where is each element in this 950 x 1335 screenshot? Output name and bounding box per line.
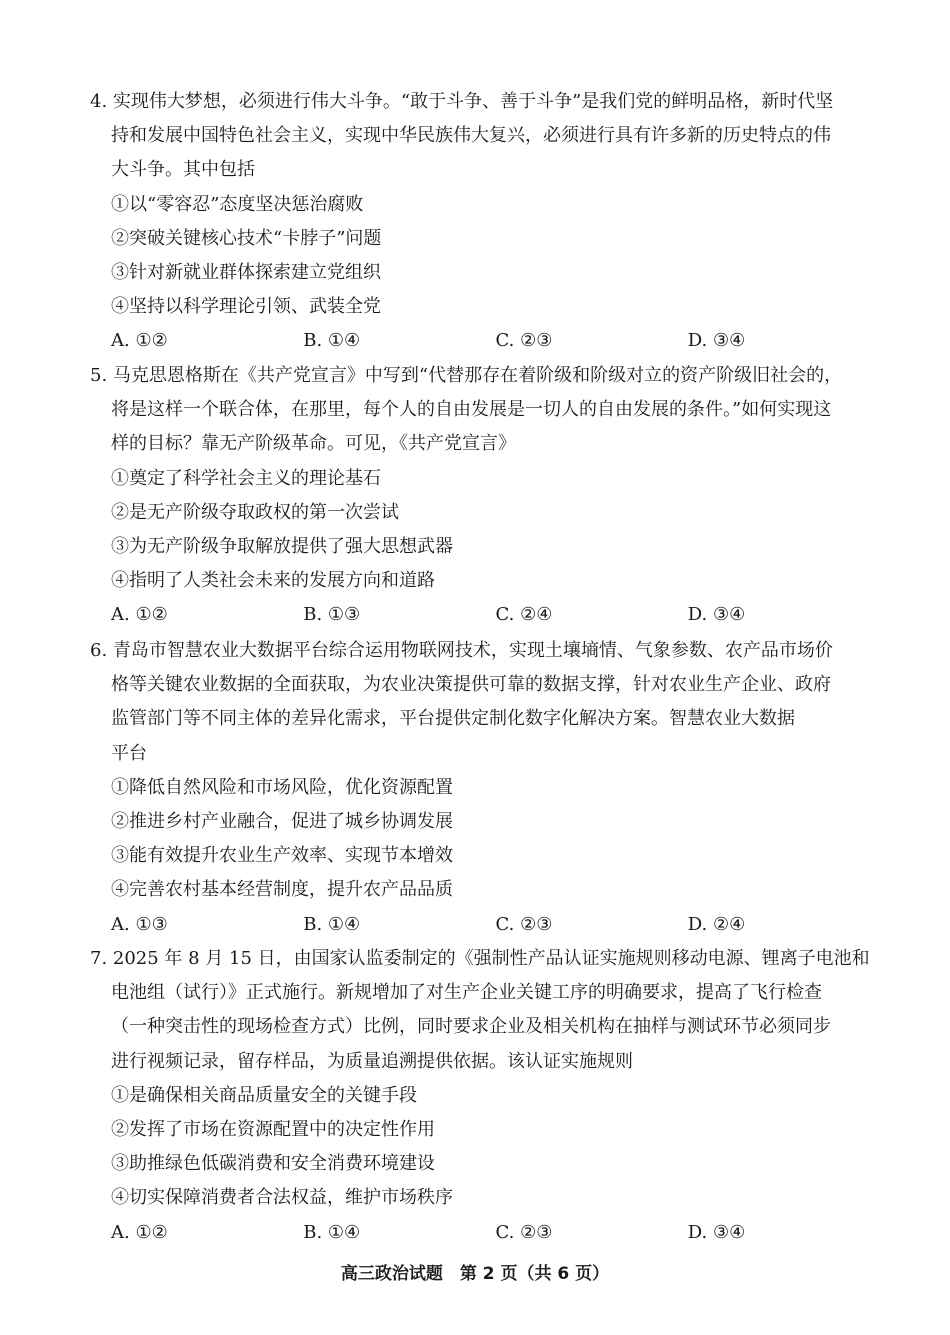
choice-c: C. ②③ bbox=[495, 330, 553, 352]
stem-line: 持和发展中国特色社会主义，实现中华民族伟大复兴，必须进行具有许多新的历史特点的伟 bbox=[111, 125, 831, 147]
question-4 bbox=[90, 85, 880, 359]
stem-line: 进行视频记录，留存样品，为质量追溯提供依据。该认证实施规则 bbox=[111, 1050, 633, 1072]
option-1: ①以“零容忍”态度坚决惩治腐败 bbox=[111, 193, 364, 215]
option-2: ②推进乡村产业融合，促进了城乡协调发展 bbox=[111, 810, 453, 832]
choice-b: B. ①④ bbox=[303, 330, 361, 352]
question-stem bbox=[90, 359, 880, 462]
choice-d: D. ③④ bbox=[687, 604, 746, 626]
question-stem bbox=[90, 942, 880, 1079]
option-1: ①奠定了科学社会主义的理论基石 bbox=[111, 467, 381, 489]
page-footer: 高三政治试题 第 2 页（共 6 页） bbox=[340, 1264, 610, 1284]
choice-b: B. ①④ bbox=[303, 1221, 361, 1243]
stem-line: 4. 实现伟大梦想，必须进行伟大斗争。“敢于斗争、善于斗争”是我们党的鲜明品格，新时代坚 bbox=[90, 91, 834, 112]
option-4: ④切实保障消费者合法权益，维护市场秩序 bbox=[111, 1187, 453, 1209]
stem-line: 大斗争。其中包括 bbox=[111, 159, 255, 181]
answer-choices bbox=[90, 908, 880, 942]
choice-d: D. ②④ bbox=[687, 913, 746, 935]
choice-c: C. ②③ bbox=[495, 1221, 553, 1243]
question-stem bbox=[90, 85, 880, 188]
option-3: ③能有效提升农业生产效率、实现节本增效 bbox=[111, 845, 453, 867]
choice-a: A. ①② bbox=[111, 1221, 168, 1243]
choice-c: C. ②④ bbox=[495, 604, 553, 626]
option-1: ①降低自然风险和市场风险，优化资源配置 bbox=[111, 776, 453, 798]
question-5 bbox=[90, 359, 880, 633]
choice-a: A. ①② bbox=[111, 330, 168, 352]
stem-line: 将是这样一个联合体，在那里，每个人的自由发展是一切人的自由发展的条件。”如何实现这 bbox=[111, 399, 832, 421]
answer-choices bbox=[90, 1216, 880, 1250]
option-2: ②是无产阶级夺取政权的第一次尝试 bbox=[111, 501, 399, 523]
stem-line: 格等关键农业数据的全面获取，为农业决策提供可靠的数据支撑，针对农业生产企业、政府 bbox=[111, 674, 831, 696]
choice-a: A. ①③ bbox=[111, 913, 168, 935]
option-2: ②发挥了市场在资源配置中的决定性作用 bbox=[111, 1118, 435, 1140]
answer-choices bbox=[90, 324, 880, 358]
option-4: ④指明了人类社会未来的发展方向和道路 bbox=[111, 570, 435, 592]
stem-line: 电池组（试行）》正式施行。新规增加了对生产企业关键工序的明确要求，提高了飞行检查 bbox=[111, 982, 822, 1004]
stem-line: 5. 马克思恩格斯在《共产党宣言》中写到“代替那存在着阶级和阶级对立的资产阶级旧社会的， bbox=[90, 365, 843, 386]
option-2: ②突破关键核心技术“卡脖子”问题 bbox=[111, 227, 382, 249]
answer-choices bbox=[90, 598, 880, 632]
choice-c: C. ②③ bbox=[495, 913, 553, 935]
stem-line: 监管部门等不同主体的差异化需求，平台提供定制化数字化解决方案。智慧农业大数据 bbox=[111, 708, 795, 730]
option-3: ③针对新就业群体探索建立党组织 bbox=[111, 261, 381, 283]
option-4: ④坚持以科学理论引领、武装全党 bbox=[111, 296, 381, 318]
choice-b: B. ①④ bbox=[303, 913, 361, 935]
choice-a: A. ①② bbox=[111, 604, 168, 626]
choice-d: D. ③④ bbox=[687, 1221, 746, 1243]
stem-line: 样的目标？靠无产阶级革命。可见，《共产党宣言》 bbox=[111, 433, 516, 455]
stem-line: 平台 bbox=[111, 742, 147, 764]
stem-line: （一种突击性的现场检查方式）比例，同时要求企业及相关机构在抽样与测试环节必须同步 bbox=[111, 1016, 831, 1038]
option-4: ④完善农村基本经营制度，提升农产品品质 bbox=[111, 879, 453, 901]
choice-b: B. ①③ bbox=[303, 604, 361, 626]
choice-d: D. ③④ bbox=[687, 330, 746, 352]
question-6 bbox=[90, 634, 880, 942]
option-3: ③为无产阶级争取解放提供了强大思想武器 bbox=[111, 535, 453, 557]
stem-line: 6. 青岛市智慧农业大数据平台综合运用物联网技术，实现土壤墒情、气象参数、农产品市场价 bbox=[90, 640, 833, 661]
stem-line: 7. 2025 年 8 月 15 日，由国家认监委制定的《强制性产品认证实施规则移动电源、锂离子电池和 bbox=[90, 948, 870, 969]
option-1: ①是确保相关商品质量安全的关键手段 bbox=[111, 1084, 417, 1106]
option-3: ③助推绿色低碳消费和安全消费环境建设 bbox=[111, 1153, 435, 1175]
question-7 bbox=[90, 942, 880, 1250]
question-stem bbox=[90, 634, 880, 771]
